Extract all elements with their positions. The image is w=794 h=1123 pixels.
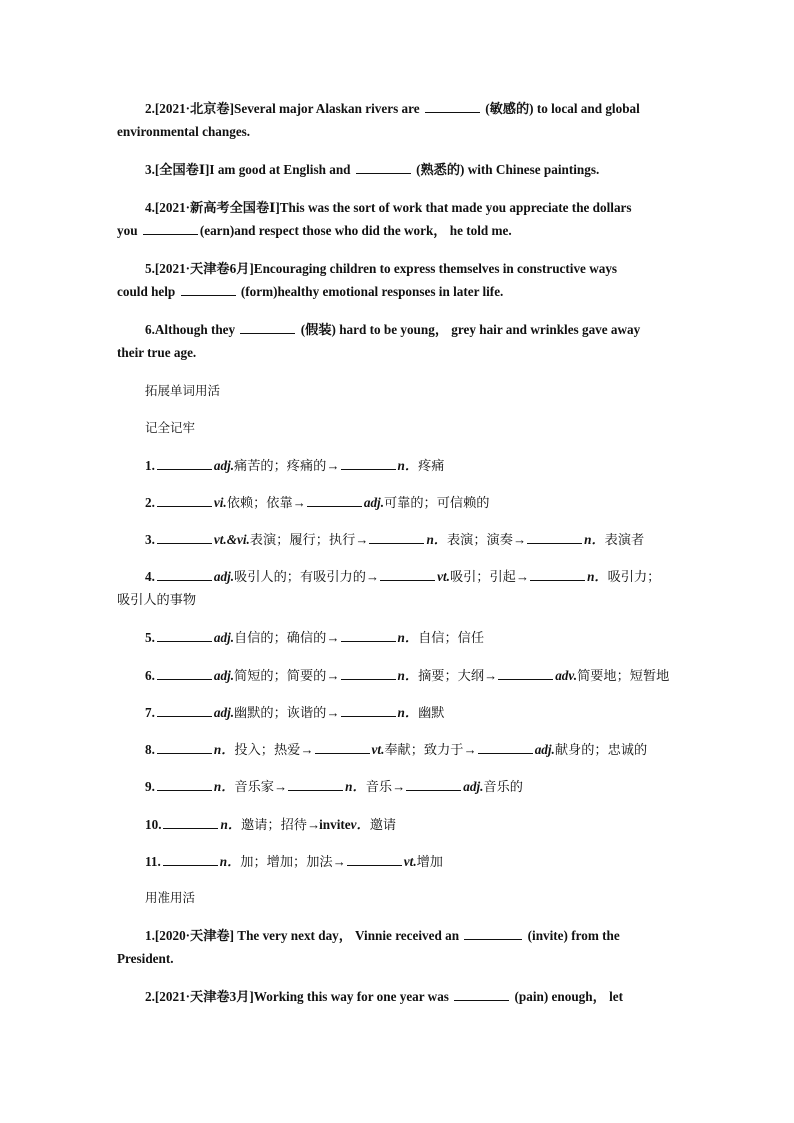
- definition-text: 幽默的；诙谐的: [234, 705, 327, 720]
- vocab-number: 4.: [145, 569, 155, 584]
- vocab-item: [145, 532, 680, 548]
- answer-blank[interactable]: [157, 752, 212, 754]
- vocab-number: 10.: [145, 817, 162, 832]
- answer-blank[interactable]: [464, 938, 522, 940]
- answer-blank[interactable]: [157, 579, 212, 581]
- section-heading-memorize: 记全记牢: [145, 420, 196, 435]
- vocab-number: 1.: [145, 458, 155, 473]
- exercise-b2-line1: 2.[2021·天津卷3月]Working this way for one year was (pain) enough， let: [145, 989, 623, 1004]
- vocab-number: 3.: [145, 532, 155, 547]
- part-of-speech: n．: [397, 705, 419, 720]
- definition-text: 表演者: [604, 532, 645, 547]
- exercise-6-line2: their true age.: [117, 345, 197, 360]
- given-word: invite: [319, 817, 351, 832]
- definition-text: 音乐家: [234, 779, 274, 794]
- vocab-number: 5.: [145, 630, 155, 645]
- definition-text: 依赖；依靠: [226, 495, 293, 510]
- section-heading-expand: 拓展单词用活: [145, 383, 221, 398]
- vocab-item: [145, 742, 680, 758]
- exercise-2-line2: environmental changes.: [117, 124, 251, 139]
- exercise-b1-line2: President.: [117, 951, 174, 966]
- answer-blank[interactable]: [454, 999, 509, 1001]
- definition-text: 可靠的；可信赖的: [384, 495, 490, 510]
- part-of-speech: n．: [587, 569, 608, 584]
- part-of-speech: vi.: [213, 495, 227, 510]
- arrow-icon: →: [326, 630, 339, 645]
- definition-text: 加；增加；加法: [240, 854, 333, 869]
- arrow-icon: →: [484, 668, 497, 683]
- part-of-speech: adj.: [534, 742, 555, 757]
- arrow-icon: →: [273, 779, 287, 794]
- arrow-icon: →: [326, 458, 339, 473]
- arrow-icon: →: [463, 742, 476, 757]
- part-of-speech: adj.: [363, 495, 384, 510]
- part-of-speech: n．: [584, 532, 605, 547]
- definition-text: 增加: [416, 854, 443, 869]
- definition-text: 献身的；忠诚的: [554, 742, 648, 757]
- answer-blank[interactable]: [163, 827, 218, 829]
- vocab-item: [145, 854, 680, 870]
- answer-blank[interactable]: [181, 294, 236, 296]
- answer-blank[interactable]: [341, 678, 396, 680]
- arrow-icon: →: [512, 532, 526, 547]
- definition-text: 邀请: [369, 817, 397, 832]
- answer-blank[interactable]: [307, 505, 362, 507]
- answer-blank[interactable]: [380, 579, 435, 581]
- exercise-5-line1: 5.[2021·天津卷6月]Encouraging children to express themselves in constructive ways: [145, 261, 618, 276]
- answer-blank[interactable]: [347, 864, 402, 866]
- arrow-icon: →: [332, 854, 345, 869]
- part-of-speech: vt.: [403, 854, 417, 869]
- exercise-4-line1: 4.[2021·新高考全国卷Ⅰ]This was the sort of work that made you appreciate the dollars: [145, 200, 632, 215]
- definition-text: 投入；热爱: [234, 742, 301, 757]
- answer-blank[interactable]: [157, 505, 212, 507]
- exercise-5-line2: could help (form)healthy emotional responses in later life.: [117, 284, 504, 299]
- answer-blank[interactable]: [157, 678, 212, 680]
- arrow-icon: →: [326, 705, 339, 720]
- section-heading-usage: 用准用活: [145, 890, 196, 905]
- vocab-number: 8.: [145, 742, 155, 757]
- arrow-icon: →: [326, 668, 339, 683]
- definition-text: 简短的；简要的: [234, 668, 327, 683]
- answer-blank[interactable]: [530, 579, 585, 581]
- part-of-speech: adj.: [213, 705, 235, 720]
- definition-text: 摘要；大纲: [418, 668, 485, 683]
- arrow-icon: →: [306, 817, 320, 832]
- part-of-speech: vt.&vi.: [213, 532, 250, 547]
- definition-text: 音乐的: [483, 779, 523, 794]
- definition-text: 简要地；短暂地: [577, 668, 670, 683]
- answer-blank[interactable]: [369, 542, 424, 544]
- vocab-item: [145, 779, 680, 795]
- vocab-item: [145, 458, 680, 474]
- part-of-speech: n．: [426, 532, 447, 547]
- definition-text: 幽默: [418, 705, 445, 720]
- arrow-icon: →: [392, 779, 405, 794]
- part-of-speech: n．: [213, 742, 235, 757]
- vocab-number: 6.: [145, 668, 155, 683]
- vocab-number: 11.: [145, 854, 161, 869]
- part-of-speech: adv.: [555, 668, 578, 683]
- part-of-speech: n．: [213, 779, 235, 794]
- definition-text: 痛苦的；疼痛的: [234, 458, 327, 473]
- vocab-number: 9.: [145, 779, 155, 794]
- definition-text: 疼痛: [418, 458, 445, 473]
- definition-text: 吸引力；: [607, 569, 661, 584]
- answer-blank[interactable]: [157, 789, 212, 791]
- part-of-speech: v．: [350, 817, 370, 832]
- answer-blank[interactable]: [498, 678, 553, 680]
- part-of-speech: adj.: [213, 569, 235, 584]
- definition-text: 邀请；招待: [241, 817, 307, 832]
- part-of-speech: adj.: [463, 779, 484, 794]
- vocab-item: [145, 495, 680, 511]
- vocab-item: [145, 569, 680, 585]
- part-of-speech: vt.: [371, 742, 385, 757]
- arrow-icon: →: [292, 495, 305, 510]
- definition-text: 自信的；确信的: [234, 630, 327, 645]
- exercise-2-line1: 2.[2021·北京卷]Several major Alaskan rivers are (敏感的) to local and global: [145, 101, 640, 116]
- answer-blank[interactable]: [527, 542, 582, 544]
- part-of-speech: adj.: [213, 630, 235, 645]
- answer-blank[interactable]: [315, 752, 370, 754]
- vocab-item: [145, 668, 680, 684]
- answer-blank[interactable]: [341, 640, 396, 642]
- definition-text: 吸引；引起: [449, 569, 516, 584]
- vocab-number: 7.: [145, 705, 155, 720]
- answer-blank[interactable]: [356, 172, 411, 174]
- definition-text: 自信；信任: [418, 630, 485, 645]
- answer-blank[interactable]: [341, 715, 396, 717]
- answer-blank[interactable]: [143, 233, 198, 235]
- vocab-item: [145, 630, 680, 646]
- answer-blank[interactable]: [341, 468, 396, 470]
- part-of-speech: n．: [397, 668, 419, 683]
- arrow-icon: →: [515, 569, 529, 584]
- part-of-speech: n．: [397, 630, 419, 645]
- vocab-item: [145, 705, 680, 721]
- exercise-6-line1: 6.Although they (假装) hard to be young， grey hair and wrinkles gave away: [145, 322, 641, 337]
- answer-blank[interactable]: [157, 468, 212, 470]
- arrow-icon: →: [355, 532, 368, 547]
- answer-blank[interactable]: [478, 752, 533, 754]
- answer-blank[interactable]: [157, 715, 212, 717]
- arrow-icon: →: [365, 569, 379, 584]
- part-of-speech: n．: [397, 458, 419, 473]
- vocab-number: 2.: [145, 495, 155, 510]
- answer-blank[interactable]: [425, 111, 480, 113]
- answer-blank[interactable]: [406, 789, 461, 791]
- exercise-3-line1: 3.[全国卷Ⅰ]I am good at English and (熟悉的) with Chinese paintings.: [145, 162, 600, 177]
- part-of-speech: n．: [220, 817, 242, 832]
- definition-text: 表演；演奏: [447, 532, 513, 547]
- answer-blank[interactable]: [163, 864, 218, 866]
- definition-text: 吸引人的；有吸引力的: [234, 569, 366, 584]
- part-of-speech: vt.: [437, 569, 450, 584]
- definition-text: 音乐: [365, 779, 393, 794]
- answer-blank[interactable]: [288, 789, 343, 791]
- part-of-speech: adj.: [213, 458, 235, 473]
- definition-text: 奉献；致力于: [384, 742, 464, 757]
- answer-blank[interactable]: [240, 332, 295, 334]
- part-of-speech: n．: [345, 779, 366, 794]
- arrow-icon: →: [300, 742, 313, 757]
- exercise-4-line2: you (earn)and respect those who did the work， he told me.: [117, 223, 512, 238]
- part-of-speech: adj.: [213, 668, 235, 683]
- definition-text: 表演；履行；执行: [249, 532, 356, 547]
- part-of-speech: n．: [219, 854, 241, 869]
- vocab-item: [145, 817, 680, 833]
- answer-blank[interactable]: [157, 640, 212, 642]
- exercise-b1-line1: 1.[2020·天津卷] The very next day， Vinnie received an (invite) from the: [145, 928, 620, 943]
- vocab-item-continuation: 吸引人的事物: [117, 592, 197, 607]
- answer-blank[interactable]: [157, 542, 212, 544]
